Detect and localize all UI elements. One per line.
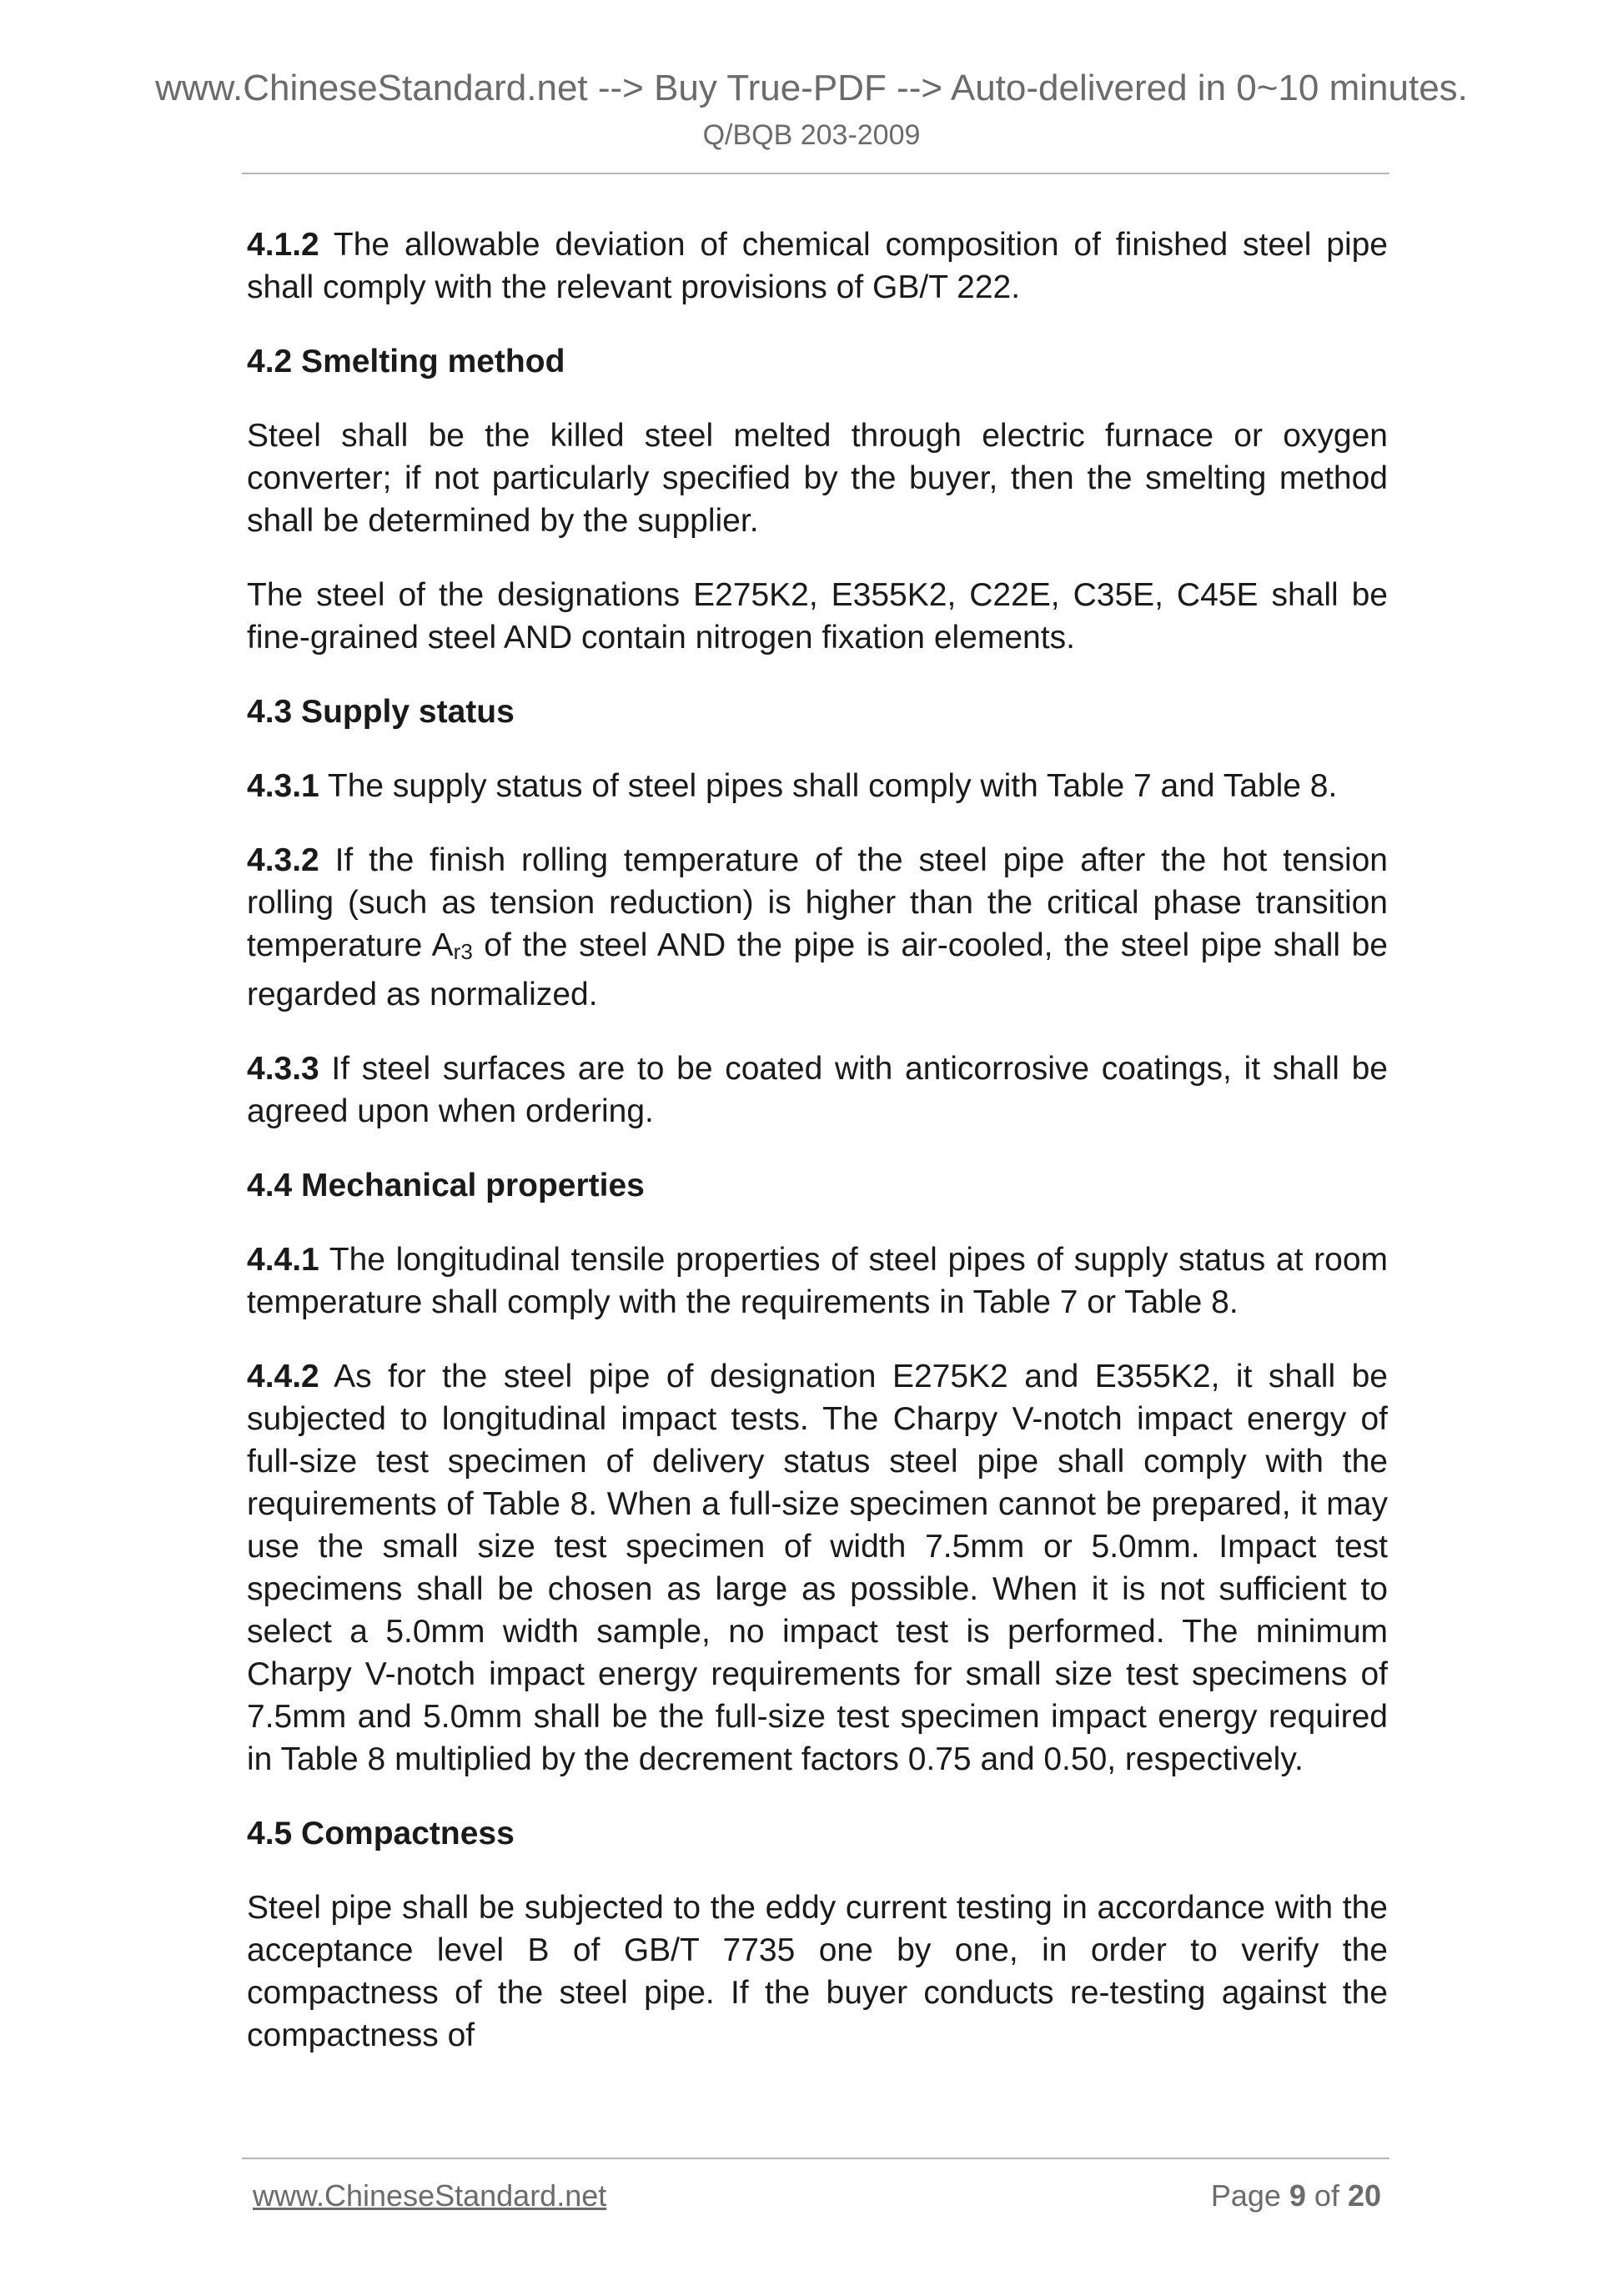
page-label: Page	[1210, 2178, 1289, 2213]
clause-text: If steel surfaces are to be coated with anticorrosive coatings, it shall be agreed upon when ordering.	[247, 1051, 1388, 1129]
clause-number: 4.3.3	[247, 1051, 319, 1087]
page-total: 20	[1347, 2178, 1381, 2213]
clause-4-1-2	[247, 224, 1388, 309]
document-id: Q/BQB 203-2009	[702, 119, 921, 151]
clause-text: The supply status of steel pipes shall comply with Table 7 and Table 8.	[319, 768, 1338, 804]
page-body	[247, 224, 1388, 2057]
header-divider	[242, 173, 1389, 174]
clause-text: As for the steel pipe of designation E275K2 and E355K2, it shall be subjected to longitudinal impact tests. The Charpy V-notch impact energy of full-size test specimen of delivery status steel pipe shall comply with the requirements of Table 8. When a full-size specimen cannot be prepared, it may use the small size test specimen of width 7.5mm or 5.0mm. Impact test specimens shall be chosen as large as possible. When it is not sufficient to select a 5.0mm width sample, no impact test is performed. The minimum Charpy V-notch impact energy requirements for small size test specimens of 7.5mm and 5.0mm shall be the full-size test specimen impact energy required in Table 8 multiplied by the decrement factors 0.75 and 0.50, respectively.	[247, 1359, 1388, 1777]
page-number	[1211, 2178, 1381, 2214]
footer-divider	[242, 2158, 1389, 2159]
clause-4-4-1	[247, 1238, 1388, 1324]
clause-number: 4.4.2	[247, 1359, 319, 1394]
clause-4-3-1	[247, 765, 1388, 807]
clause-4-3-3	[247, 1048, 1388, 1133]
clause-text-cont: of the steel AND the pipe is air-cooled, the steel pipe shall be regarded as normalized.	[247, 927, 1388, 1012]
clause-number: 4.4.1	[247, 1242, 319, 1278]
section-heading-4-3: 4.3 Supply status	[247, 694, 515, 730]
clause-text: If the finish rolling temperature of the steel pipe after the hot tension rolling (such as tension reduction) is higher than the critical phase transition temperature A	[247, 842, 1388, 963]
section-heading-4-5: 4.5 Compactness	[247, 1816, 515, 1851]
clause-4-4-2	[247, 1355, 1388, 1781]
subscript: r3	[453, 939, 473, 964]
clause-text: The longitudinal tensile properties of steel pipes of supply status at room temperature shall comply with the requirements in Table 7 or Table 8.	[247, 1242, 1388, 1320]
section-heading-4-2: 4.2 Smelting method	[247, 344, 565, 379]
clause-number: 4.3.2	[247, 842, 319, 878]
paragraph-smelting-2: The steel of the designations E275K2, E355K2, C22E, C35E, C45E shall be fine-grained steel AND contain nitrogen fixation elements.	[247, 577, 1388, 656]
footer-site-link[interactable]: www.ChineseStandard.net	[253, 2178, 607, 2213]
page-current: 9	[1289, 2178, 1306, 2213]
paragraph-compactness: Steel pipe shall be subjected to the eddy current testing in accordance with the acceptance level B of GB/T 7735 one by one, in order to verify the compactness of the steel pipe. If the buyer conducts re-testing against the compactness of	[247, 1890, 1388, 2053]
paragraph-smelting-1: Steel shall be the killed steel melted through electric furnace or oxygen converter; if not particularly specified by the buyer, then the smelting method shall be determined by the supplier.	[247, 418, 1388, 539]
clause-number: 4.1.2	[247, 227, 319, 263]
page-of-label: of	[1305, 2178, 1348, 2213]
clause-4-3-2	[247, 839, 1388, 1016]
header-banner: www.ChineseStandard.net --> Buy True-PDF --> Auto-delivered in 0~10 minutes.	[155, 68, 1468, 108]
clause-text: The allowable deviation of chemical composition of finished steel pipe shall comply with the relevant provisions of GB/T 222.	[247, 227, 1388, 305]
section-heading-4-4: 4.4 Mechanical properties	[247, 1168, 645, 1203]
clause-number: 4.3.1	[247, 768, 319, 804]
